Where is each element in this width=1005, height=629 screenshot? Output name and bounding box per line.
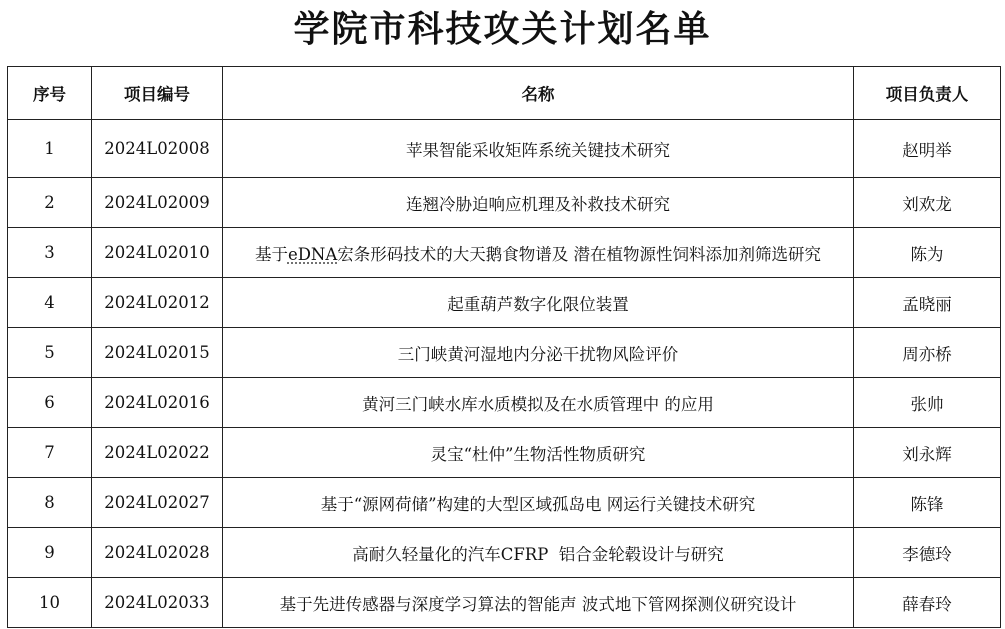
cell-name: 灵宝“杜仲”生物活性物质研究 <box>223 428 854 478</box>
cell-no: 9 <box>8 528 92 578</box>
cell-no: 4 <box>8 278 92 328</box>
cell-name: 黄河三门峡水库水质模拟及在水质管理中 的应用 <box>223 378 854 428</box>
cell-lead: 周亦桥 <box>854 328 1001 378</box>
cell-lead: 李德玲 <box>854 528 1001 578</box>
cell-lead: 薛春玲 <box>854 578 1001 628</box>
cell-name: 三门峡黄河湿地内分泌干扰物风险评价 <box>223 328 854 378</box>
cell-lead: 张帅 <box>854 378 1001 428</box>
cell-no: 3 <box>8 228 92 278</box>
cell-lead: 陈为 <box>854 228 1001 278</box>
header-name: 名称 <box>223 67 854 120</box>
cell-name: 基于“源网荷储”构建的大型区域孤岛电 网运行关键技术研究 <box>223 478 854 528</box>
cell-no: 6 <box>8 378 92 428</box>
cell-code: 2024L02028 <box>92 528 223 578</box>
name-suffix: 宏条形码技术的大天鹅食物谱及 潜在植物源性饲料添加剂筛选研究 <box>337 244 822 264</box>
cell-no: 10 <box>8 578 92 628</box>
cell-lead: 赵明举 <box>854 120 1001 178</box>
header-lead: 项目负责人 <box>854 67 1001 120</box>
cell-no: 8 <box>8 478 92 528</box>
cell-name: 连翘冷胁迫响应机理及补救技术研究 <box>223 178 854 228</box>
cell-code: 2024L02010 <box>92 228 223 278</box>
cell-no: 2 <box>8 178 92 228</box>
cell-lead: 陈锋 <box>854 478 1001 528</box>
cell-code: 2024L02015 <box>92 328 223 378</box>
table-row <box>8 428 1001 478</box>
table-header-row <box>8 67 1001 120</box>
cell-name: 基于先进传感器与深度学习算法的智能声 波式地下管网探测仪研究设计 <box>223 578 854 628</box>
cell-code: 2024L02033 <box>92 578 223 628</box>
cell-no: 7 <box>8 428 92 478</box>
page-title: 学院市科技攻关计划名单 <box>293 8 712 50</box>
table-row <box>8 528 1001 578</box>
cell-name: 高耐久轻量化的汽车CFRP 铝合金轮毂设计与研究 <box>223 528 854 578</box>
edna-term: eDNA <box>287 244 338 264</box>
cell-name: 起重葫芦数字化限位装置 <box>223 278 854 328</box>
table-row <box>8 228 1001 278</box>
table-row <box>8 178 1001 228</box>
cell-name <box>223 228 854 278</box>
cell-name: 苹果智能采收矩阵系统关键技术研究 <box>223 120 854 178</box>
table-row <box>8 328 1001 378</box>
table-row <box>8 278 1001 328</box>
table-row <box>8 120 1001 178</box>
table-row <box>8 378 1001 428</box>
cell-code: 2024L02016 <box>92 378 223 428</box>
header-no: 序号 <box>8 67 92 120</box>
cell-lead: 孟晓丽 <box>854 278 1001 328</box>
cell-code: 2024L02009 <box>92 178 223 228</box>
header-code: 项目编号 <box>92 67 223 120</box>
cell-code: 2024L02012 <box>92 278 223 328</box>
cell-code: 2024L02022 <box>92 428 223 478</box>
name-prefix: 基于 <box>254 244 288 264</box>
table-row <box>8 478 1001 528</box>
cell-code: 2024L02008 <box>92 120 223 178</box>
cell-lead: 刘欢龙 <box>854 178 1001 228</box>
project-table <box>7 66 1001 628</box>
cell-no: 1 <box>8 120 92 178</box>
table-row <box>8 578 1001 628</box>
cell-code: 2024L02027 <box>92 478 223 528</box>
cell-lead: 刘永辉 <box>854 428 1001 478</box>
cell-no: 5 <box>8 328 92 378</box>
